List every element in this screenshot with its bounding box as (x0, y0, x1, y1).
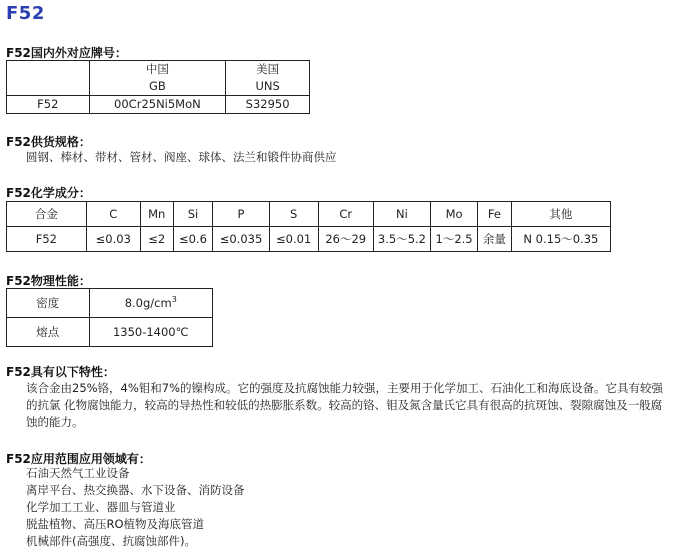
melting-label: 熔点 (7, 318, 90, 347)
grades-heading: F52国内外对应牌号： (6, 46, 127, 60)
table-row (7, 96, 310, 114)
supply-heading: F52供货规格： (6, 135, 91, 149)
chem-header: 其他 (511, 202, 610, 227)
density-value-cell (89, 289, 213, 318)
apps-item: 石油天然气工业设备 (26, 466, 130, 480)
chem-value: 26～29 (318, 227, 373, 252)
chem-header: Mo (431, 202, 478, 227)
chem-value: N 0.15～0.35 (511, 227, 610, 252)
chem-value: 3.5～5.2 (373, 227, 430, 252)
table-row (7, 289, 213, 318)
features-line-2: 的抗氯 化物腐蚀能力，较高的导热性和较低的热膨胀系数。较高的铬、钼及氮含量氏它具有很高的抗斑蚀、裂隙腐蚀及一般腐 (26, 398, 663, 412)
chem-header: S (269, 202, 318, 227)
chem-value: ≤2 (140, 227, 173, 252)
grade-cell: 00Cr25Ni5MoN (89, 96, 226, 114)
table-row (7, 318, 213, 347)
chem-value: 1～2.5 (431, 227, 478, 252)
supply-text: 圆钢、棒材、带材、管材、阀座、球体、法兰和锻件协商供应 (26, 150, 337, 164)
apps-item: 机械部件(高强度、抗腐蚀部件)。 (26, 534, 196, 548)
features-line-3: 蚀的能力。 (26, 415, 84, 429)
chem-header: P (213, 202, 269, 227)
grade-cell: F52 (7, 96, 90, 114)
phys-heading: F52物理性能： (6, 274, 91, 288)
grades-table (6, 60, 310, 114)
chem-header: Mn (140, 202, 173, 227)
header-china: 中国 (89, 61, 226, 79)
features-line-1: 该合金由25%铬，4%钼和7%的镍构成。它的强度及抗腐蚀能力较强，主要用于化学加工、石油化工和海底设备。它具有较强 (26, 381, 664, 395)
apps-item: 化学加工工业、器皿与管道业 (26, 500, 176, 514)
chem-header: C (86, 202, 140, 227)
chem-table (6, 201, 611, 252)
chem-value: ≤0.035 (213, 227, 269, 252)
table-row (7, 227, 611, 252)
header-gb: GB (89, 78, 226, 96)
grade-cell: S32950 (226, 96, 310, 114)
table-cell (7, 61, 90, 96)
table-row (7, 61, 310, 79)
density-label: 密度 (7, 289, 90, 318)
chem-heading: F52化学成分： (6, 186, 91, 200)
chem-value: 余量 (478, 227, 512, 252)
chem-header: Si (173, 202, 213, 227)
phys-table (6, 288, 213, 347)
apps-heading: F52应用范围应用领域有： (6, 452, 151, 466)
page-title: F52 (6, 3, 45, 24)
chem-header: 合金 (7, 202, 87, 227)
chem-value: F52 (7, 227, 87, 252)
chem-value: ≤0.6 (173, 227, 213, 252)
apps-item: 离岸平台、热交换器、水下设备、消防设备 (26, 483, 245, 497)
chem-value: ≤0.01 (269, 227, 318, 252)
features-heading: F52具有以下特性： (6, 365, 115, 379)
table-row (7, 202, 611, 227)
density-value: 8.0g/cm (124, 295, 172, 310)
chem-value: ≤0.03 (86, 227, 140, 252)
chem-header: Ni (373, 202, 430, 227)
melting-value: 1350-1400℃ (89, 318, 213, 347)
header-uns: UNS (226, 78, 310, 96)
apps-item: 脱盐植物、高压RO植物及海底管道 (26, 517, 205, 531)
chem-header: Cr (318, 202, 373, 227)
density-unit-exponent: 3 (171, 294, 177, 304)
chem-header: Fe (478, 202, 512, 227)
header-usa: 美国 (226, 61, 310, 79)
